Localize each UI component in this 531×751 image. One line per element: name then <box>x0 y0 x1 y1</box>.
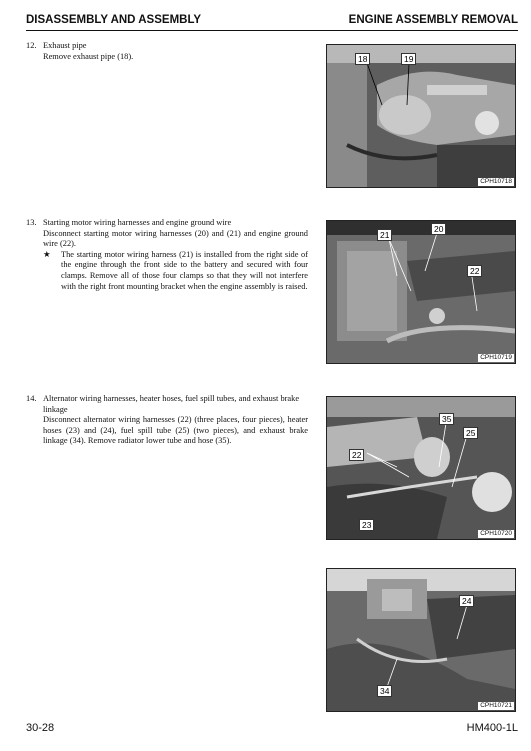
photo-image <box>327 221 515 363</box>
photo-starting-motor <box>326 220 516 364</box>
photo-exhaust-pipe <box>326 44 516 188</box>
callout-35: 35 <box>439 413 454 425</box>
photo-code: CPH10720 <box>480 530 512 537</box>
note-text: The starting motor wiring harness (21) is installed from the right side of the engine through the front side to the battery and secured with four clamps. Remove all of those four clamps so that they will not interfere with the right front mounting bracket when the engine assembly is raised. <box>61 249 308 291</box>
callout-23: 23 <box>359 519 374 531</box>
photo-alternator <box>326 396 516 540</box>
callout-22: 22 <box>467 265 482 277</box>
model-number: HM400-1L <box>466 722 518 734</box>
section-title: DISASSEMBLY AND ASSEMBLY <box>26 14 202 26</box>
step-body: Disconnect alternator wiring harnesses (22) (three places, four pieces), heater hoses (23) and (24), fuel spill tube (25) (two pieces), and exhaust brake linkage (34). Remove radiator lower tube and hose (35). <box>43 415 308 446</box>
step-12 <box>26 41 308 62</box>
photo-code: CPH10721 <box>480 702 512 709</box>
step-number: 13. <box>26 218 37 227</box>
photo-heater-hose <box>326 568 516 712</box>
photo-image <box>327 569 515 711</box>
page-footer <box>26 722 518 736</box>
step-title: Starting motor wiring harnesses and engine ground wire <box>43 218 232 227</box>
step-title: Alternator wiring harnesses, heater hoses, fuel spill tubes, and exhaust brake linkage <box>43 394 300 414</box>
step-body: Disconnect starting motor wiring harnesses (20) and (21) and engine ground wire (22). <box>43 228 308 249</box>
step-number: 14. <box>26 394 37 403</box>
step-13 <box>26 218 308 292</box>
callout-24: 24 <box>459 595 474 607</box>
photo-image <box>327 45 515 187</box>
topic-title: ENGINE ASSEMBLY REMOVAL <box>348 14 518 26</box>
step-body: Remove exhaust pipe (18). <box>43 51 134 61</box>
step-number: 12. <box>26 41 37 50</box>
photo-code: CPH10719 <box>480 354 512 361</box>
step-title: Exhaust pipe <box>43 41 87 50</box>
callout-21: 21 <box>377 229 392 241</box>
photo-code: CPH10718 <box>480 178 512 185</box>
step-note <box>43 250 308 292</box>
callout-22: 22 <box>349 449 364 461</box>
callout-19: 19 <box>401 53 416 65</box>
step-14 <box>26 394 308 447</box>
callout-25: 25 <box>463 427 478 439</box>
callout-34: 34 <box>377 685 392 697</box>
star-icon: ★ <box>43 249 51 259</box>
photo-image <box>327 397 515 539</box>
page-number: 30-28 <box>26 722 55 734</box>
callout-20: 20 <box>431 223 446 235</box>
callout-18: 18 <box>355 53 370 65</box>
page-header <box>26 14 518 31</box>
